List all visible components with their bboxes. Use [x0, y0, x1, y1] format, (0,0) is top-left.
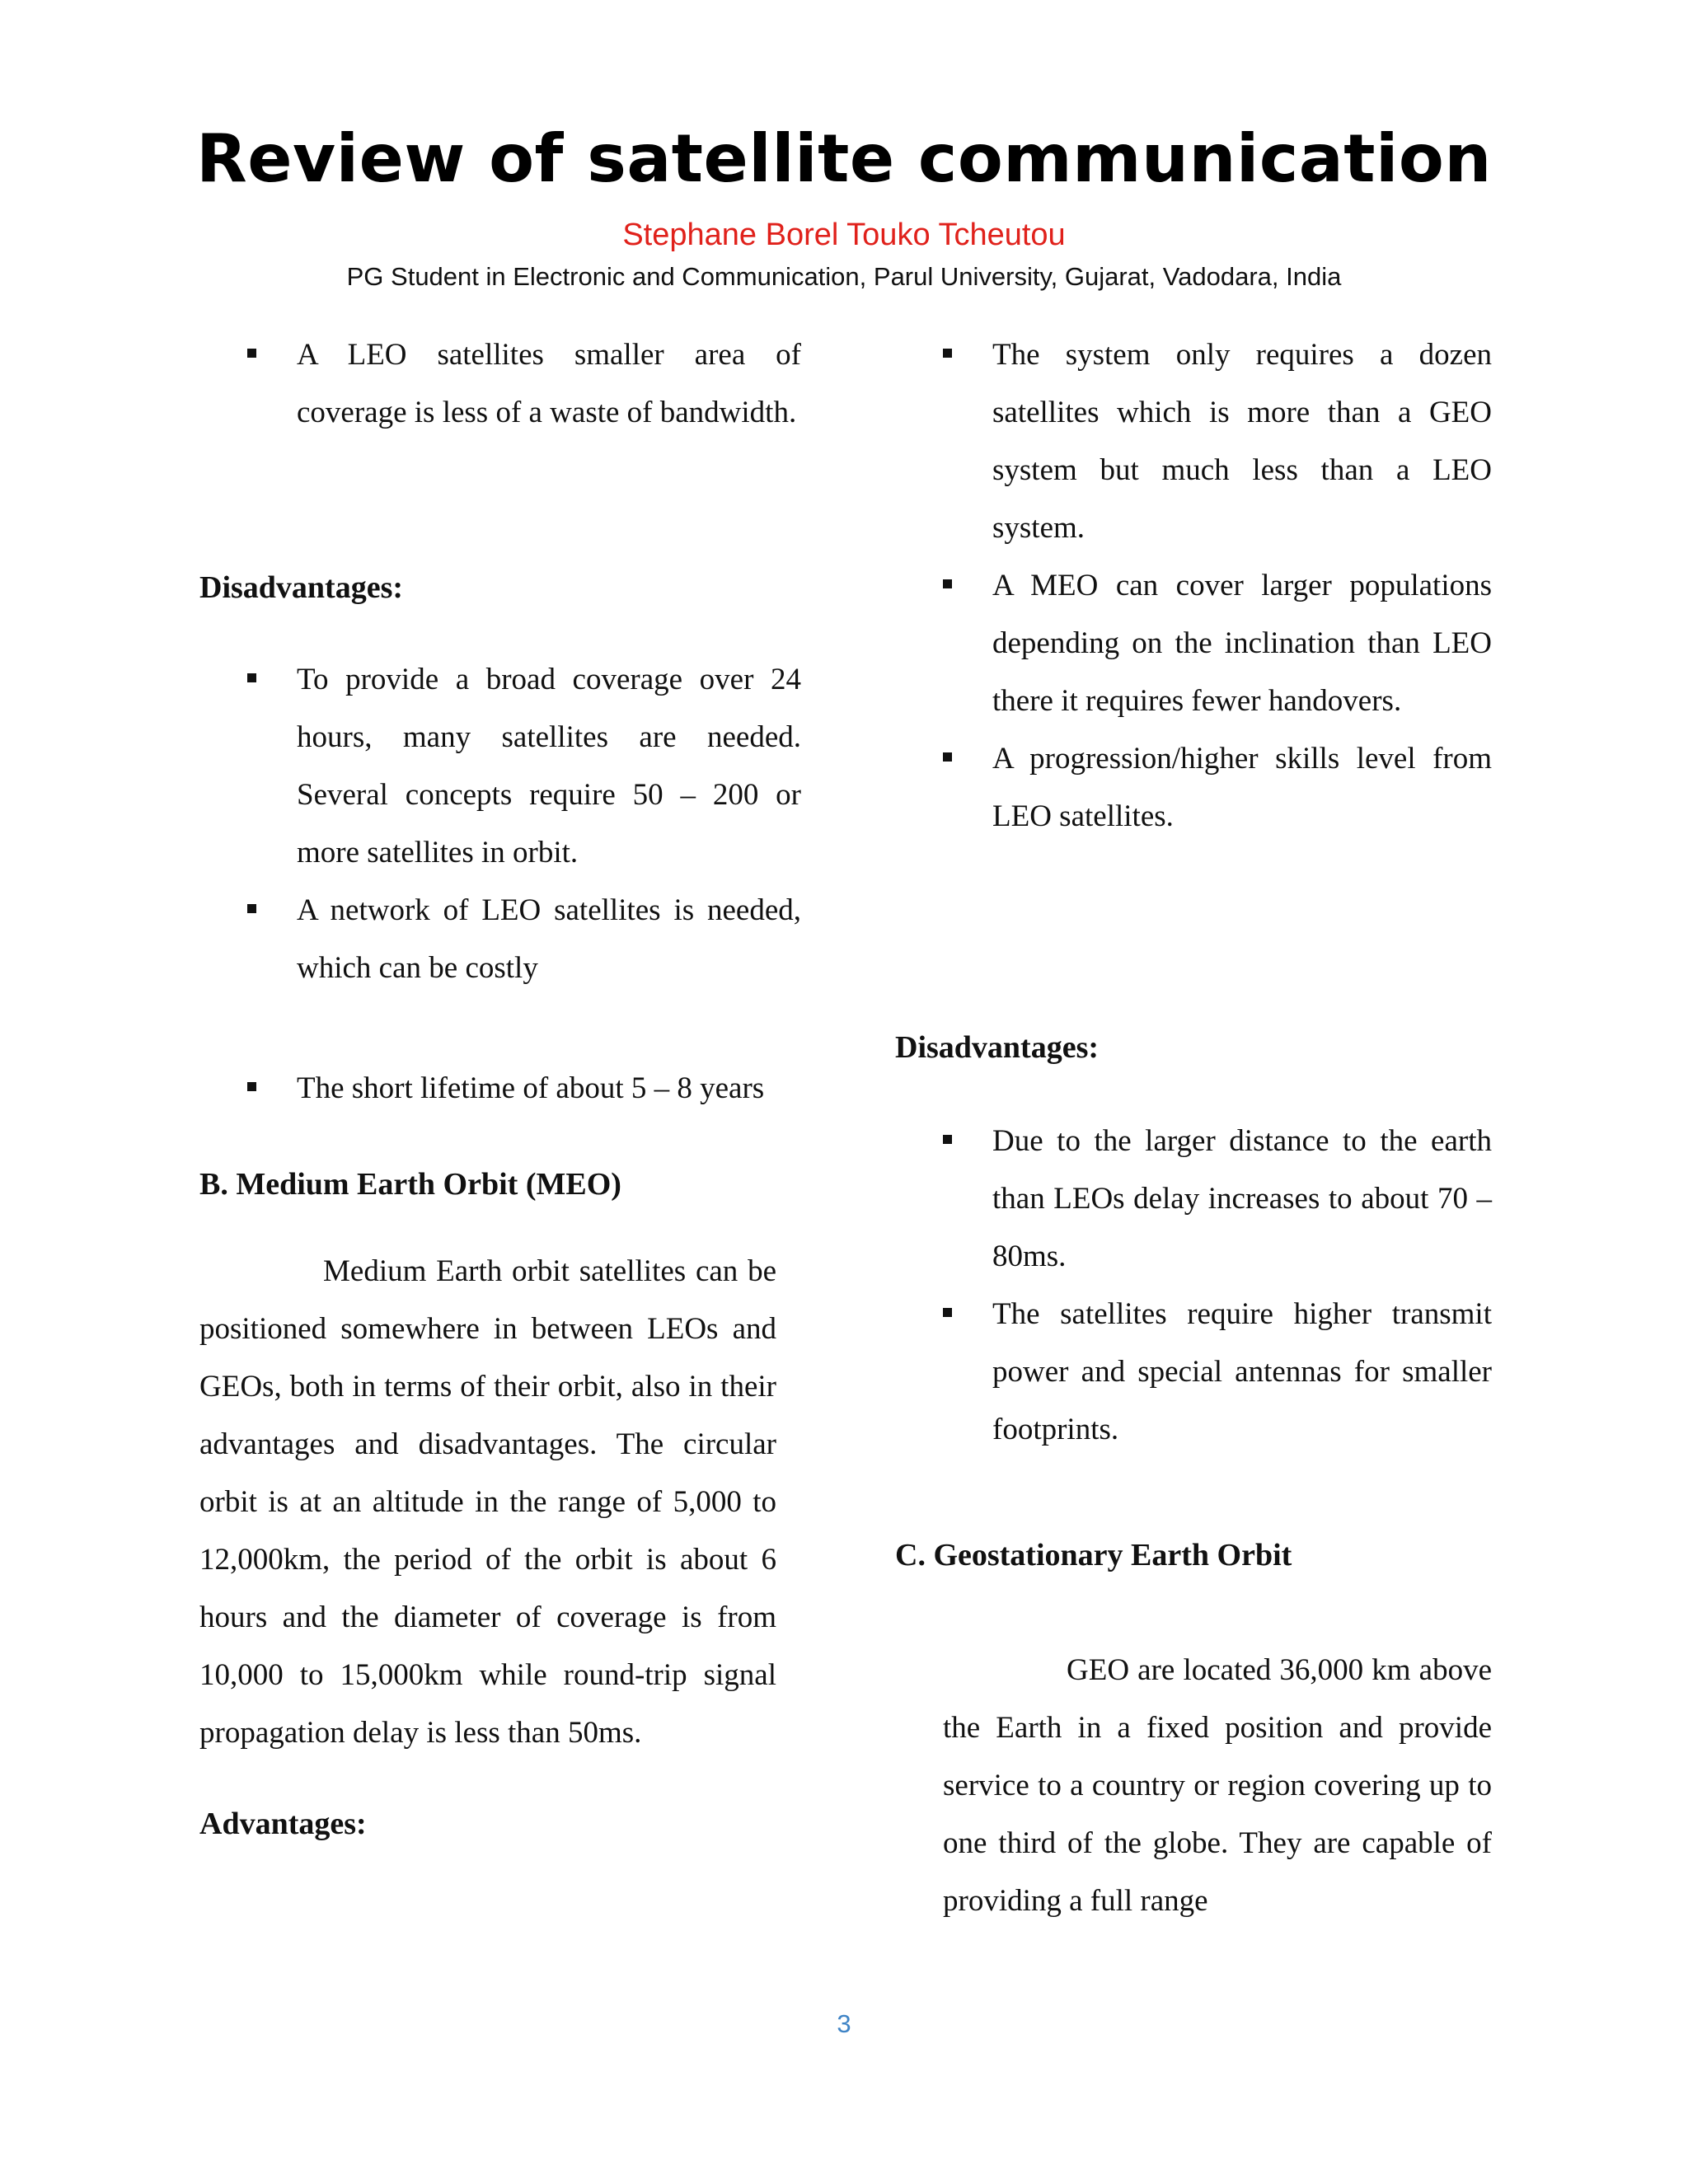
- section-heading-disadvantages: Disadvantages:: [199, 570, 404, 605]
- bullet-item: [199, 1060, 801, 1118]
- bullet-square-icon: [247, 673, 256, 682]
- bullet-item: [895, 326, 1492, 557]
- bullet-square-icon: [247, 349, 256, 358]
- left-disadvantages-bullets: [199, 651, 801, 997]
- bullet-item: [895, 557, 1492, 730]
- meo-paragraph: Medium Earth orbit satellites can be positioned somewhere in between LEOs and GEOs, both in terms of their orbit, also in their advantages and disadvantages. The circular orbit is at an altitude in the range of 5,000 to 12,000km, the period of the orbit is about 6 hours and the diameter of coverage is from 10,000 to 15,000km while round-trip signal propagation delay is less than 50ms.: [199, 1254, 776, 1750]
- author-name: Stephane Borel Touko Tcheutou: [622, 218, 1066, 252]
- bullet-text: The satellites require higher transmit power and special antennas for smaller footprints.: [992, 1297, 1492, 1446]
- bullet-text: To provide a broad coverage over 24 hours, many satellites are needed. Several concepts require 50 – 200 or more satellites in orbit.: [297, 663, 801, 869]
- bullet-text: The short lifetime of about 5 – 8 years: [297, 1071, 765, 1105]
- right-disadvantages-section: [895, 1019, 1492, 1076]
- bullet-text: The system only requires a dozen satellites which is more than a GEO system but much less than a LEO system.: [992, 338, 1492, 545]
- bullet-square-icon: [247, 1082, 256, 1091]
- paper-title: Review of satellite communication: [196, 120, 1492, 197]
- page-number: 3: [837, 2009, 851, 2038]
- bullet-text: A MEO can cover larger populations depending on the inclination than LEO there it requires fewer handovers.: [992, 569, 1492, 718]
- bullet-item: [895, 1113, 1492, 1286]
- left-disadvantages-bullet-last: [199, 1060, 801, 1118]
- bullet-text: Due to the larger distance to the earth than LEOs delay increases to about 70 – 80ms.: [992, 1124, 1492, 1273]
- left-top-bullets: [199, 326, 801, 442]
- right-top-bullets: [895, 326, 1492, 846]
- bullet-item: [199, 651, 801, 882]
- bullet-text: A progression/higher skills level from LEO satellites.: [992, 742, 1492, 833]
- bullet-square-icon: [943, 752, 952, 762]
- geo-body: [943, 1642, 1492, 1930]
- author-affiliation: PG Student in Electronic and Communication, Parul University, Gujarat, Vadodara, India: [346, 262, 1342, 291]
- meo-body: [199, 1243, 776, 1762]
- bullet-item: [895, 730, 1492, 846]
- geo-paragraph: GEO are located 36,000 km above the Earth in a fixed position and provide service to a country or region covering up to one third of the globe. They are capable of providing a full range: [943, 1653, 1492, 1918]
- section-heading-disadvantages: Disadvantages:: [895, 1030, 1100, 1065]
- bullet-square-icon: [943, 579, 952, 588]
- section-heading-geo: C. Geostationary Earth Orbit: [895, 1538, 1292, 1572]
- geo-section: [895, 1526, 1492, 1584]
- advantages-section: [199, 1795, 801, 1853]
- right-disadvantages-bullets: [895, 1113, 1492, 1459]
- left-disadvantages-section: [199, 559, 801, 616]
- bullet-square-icon: [247, 904, 256, 913]
- bullet-text: A network of LEO satellites is needed, which can be costly: [297, 893, 801, 985]
- bullet-square-icon: [943, 349, 952, 358]
- bullet-item: [895, 1286, 1492, 1459]
- bullet-square-icon: [943, 1308, 952, 1317]
- meo-section: [199, 1155, 801, 1213]
- bullet-item: [199, 326, 801, 442]
- bullet-item: [199, 882, 801, 997]
- section-heading-meo: B. Medium Earth Orbit (MEO): [199, 1167, 621, 1202]
- bullet-square-icon: [943, 1135, 952, 1144]
- bullet-text: A LEO satellites smaller area of coverage is less of a waste of bandwidth.: [297, 338, 801, 429]
- section-heading-advantages: Advantages:: [199, 1807, 367, 1841]
